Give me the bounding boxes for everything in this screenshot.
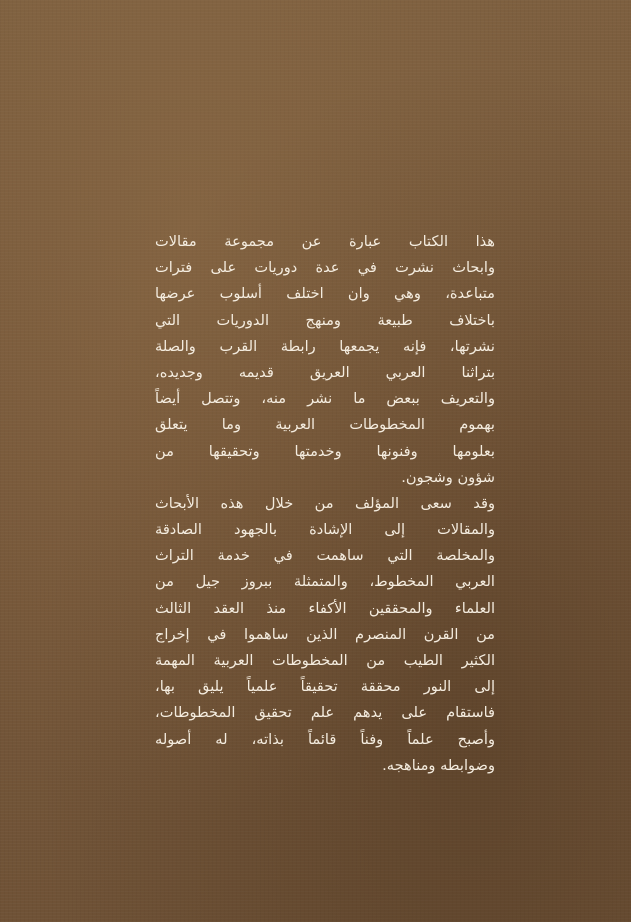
text-line: وابحاث نشرت في عدة دوريات على فترات [155,259,495,277]
text-line: إلى النور محققة تحقيقاً علمياً يليق بها، [155,678,495,696]
text-line: العلماء والمحققين الأكفاء منذ العقد الثالث [155,599,495,617]
text-line: نشرتها، فإنه يجمعها رابطة القرب والصلة [155,337,495,355]
paragraph-2 [155,491,495,779]
text-line: شؤون وشجون. [401,468,495,486]
text-line: وأصبح علماً وفناً قائماً بذاته، له أصوله [155,730,495,748]
text-line: فاستقام على يدهم علم تحقيق المخطوطات، [155,704,495,722]
text-line: بتراثنا العربي العريق قديمه وجديده، [155,363,495,381]
text-line: والتعريف ببعض ما نشر منه، وتتصل أيضاً [155,390,495,408]
text-line: متباعدة، وهي وان اختلف أسلوب عرضها [155,285,495,303]
text-line: والمخلصة التي ساهمت في خدمة التراث [155,547,495,565]
text-line: العربي المخطوط، والمتمثلة ببروز جيل من [155,573,495,591]
text-line: وقد سعى المؤلف من خلال هذه الأبحاث [155,494,495,512]
paragraph-1 [155,229,495,491]
text-line: والمقالات إلى الإشادة بالجهود الصادقة [155,521,495,539]
text-line: وضوابطه ومناهجه. [382,756,495,774]
text-line: بهموم المخطوطات العربية وما يتعلق [155,416,495,434]
cover-description [155,229,495,779]
text-line: باختلاف طبيعة ومنهج الدوريات التي [155,311,495,329]
text-line: من القرن المنصرم الذين ساهموا في إخراج [155,625,495,643]
text-line: هذا الكتاب عبارة عن مجموعة مقالات [155,233,495,250]
text-line: بعلومها وفنونها وخدمتها وتحقيقها من [155,442,495,460]
text-line: الكثير الطيب من المخطوطات العربية المهمة [155,652,495,669]
